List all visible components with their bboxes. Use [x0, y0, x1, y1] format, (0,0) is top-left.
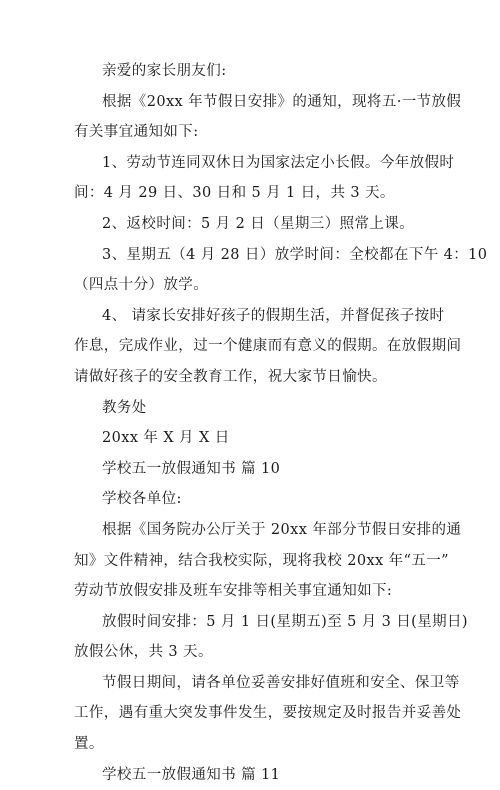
salutation: 亲爱的家长朋友们: — [102, 63, 227, 79]
paragraph-line: 根据《20xx 年节假日安排》的通知，现将五·一节放假 — [102, 93, 462, 110]
paragraph-line: 置。 — [74, 736, 104, 753]
paragraph-line: 请做好孩子的安全教育工作，祝大家节日愉快。 — [74, 368, 387, 385]
paragraph-line: 1、劳动节连同双休日为国家法定小长假。今年放假时 — [102, 154, 455, 171]
paragraph-line: 2、返校时间：5 月 2 日（星期三）照常上课。 — [102, 215, 415, 232]
paragraph-line: 根据《国务院办公厅关于 20xx 年部分节假日安排的通 — [102, 521, 462, 538]
paragraph-line: 有关事宜通知如下: — [74, 124, 199, 141]
paragraph-line: 知》文件精神，结合我校实际，现将我校 20xx 年“五一” — [74, 552, 449, 569]
section-title: 学校五一放假通知书 篇 10 — [102, 460, 281, 477]
paragraph-line: 间：4 月 29 日、30 日和 5 月 1 日，共 3 天。 — [74, 185, 395, 202]
paragraph-line: 劳动节放假安排及班车安排等相关事宜通知如下: — [74, 583, 393, 600]
paragraph-line: 作息，完成作业，过一个健康而有意义的假期。在放假期间 — [74, 338, 462, 355]
paragraph-line: （四点十分）放学。 — [74, 277, 209, 294]
paragraph-line: 节假日期间，请各单位妥善安排好值班和安全、保卫等 — [102, 674, 460, 691]
signature-office: 教务处 — [102, 399, 147, 416]
paragraph-line: 工作，遇有重大突发事件发生，要按规定及时报告并妥善处 — [74, 705, 462, 722]
section-title: 学校五一放假通知书 篇 11 — [102, 766, 281, 783]
paragraph-line: 4、 请家长安排好孩子的假期生活，并督促孩子按时 — [102, 307, 445, 324]
document-page — [74, 56, 488, 790]
signature-date: 20xx 年 X 月 X 日 — [102, 430, 230, 447]
paragraph-line: 放假公休，共 3 天。 — [74, 644, 213, 661]
paragraph-line: 3、星期五（4 月 28 日）放学时间：全校都在下午 4：10 — [102, 246, 488, 263]
paragraph-line: 放假时间安排：5 月 1 日(星期五)至 5 月 3 日(星期日) — [102, 613, 468, 630]
salutation: 学校各单位: — [102, 491, 182, 508]
